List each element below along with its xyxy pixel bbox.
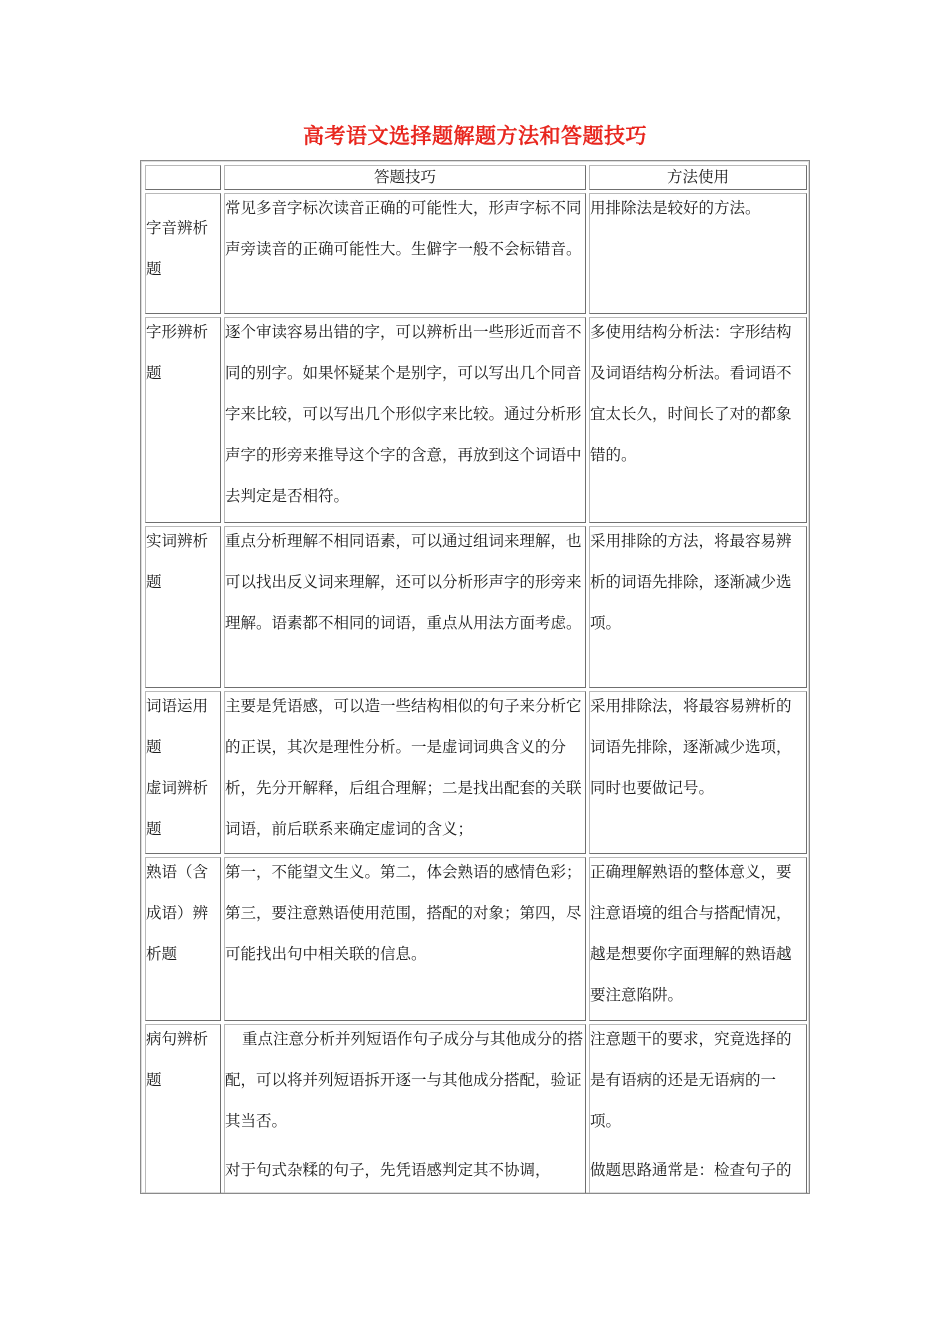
table-row-method	[589, 317, 807, 523]
table-row-category	[145, 526, 221, 688]
document-title: 高考语文选择题解题方法和答题技巧	[303, 123, 647, 148]
table-row-technique	[224, 1024, 586, 1194]
table-row-method	[589, 1024, 807, 1194]
method-text: 采用排除法，将最容易辨析的词语先排除，逐渐减少选项，同时也要做记号。	[590, 697, 792, 797]
category-label: 病句辨析题	[146, 1030, 209, 1089]
table-row-category	[145, 193, 221, 314]
header-cell-blank	[145, 165, 221, 190]
table-row-technique	[224, 193, 586, 314]
category-label: 字音辨析题	[146, 219, 209, 278]
technique-text: 常见多音字标次读音正确的可能性大，形声字标不同声旁读音的正确可能性大。生僻字一般不会标错音。	[225, 199, 582, 258]
method-text: 用排除法是较好的方法。	[590, 199, 761, 217]
table-row-technique	[224, 857, 586, 1021]
category-label: 字形辨析题	[146, 323, 209, 382]
table-row-technique	[224, 526, 586, 688]
technique-text-extra: 对于句式杂糅的句子，先凭语感判定其不协调，	[225, 1161, 551, 1179]
table-row-category	[145, 317, 221, 523]
method-text: 采用排除的方法，将最容易辨析的词语先排除，逐渐减少选项。	[590, 532, 792, 632]
header-cell-method: 方法使用	[589, 165, 807, 190]
technique-text: 第一，不能望文生义。第二，体会熟语的感情色彩；第三，要注意熟语使用范围，搭配的对象；第四，尽可能找出句中相关联的信息。	[225, 863, 582, 963]
table-row-method	[589, 857, 807, 1021]
category-label: 实词辨析题	[146, 532, 209, 591]
method-text: 正确理解熟语的整体意义，要注意语境的组合与搭配情况，越是想要你字面理解的熟语越要注意陷阱。	[590, 863, 792, 1004]
technique-text: 主要是凭语感，可以造一些结构相似的句子来分析它的正误，其次是理性分析。一是虚词词典含义的分析，先分开解释，后组合理解；二是找出配套的关联词语，前后联系来确定虚词的含义；	[225, 697, 582, 838]
strategy-table	[140, 160, 810, 1194]
table-row-category	[145, 691, 221, 854]
method-text: 多使用结构分析法：字形结构及词语结构分析法。看词语不宜太长久，时间长了对的都象错的。	[590, 323, 792, 464]
table-row-technique	[224, 691, 586, 854]
table-row-method	[589, 691, 807, 854]
method-text: 注意题干的要求，究竟选择的是有语病的还是无语病的一项。	[590, 1030, 792, 1130]
header-cell-technique: 答题技巧	[224, 165, 586, 190]
table-row-method	[589, 526, 807, 688]
method-text-extra: 做题思路通常是：检查句子的	[590, 1161, 792, 1179]
category-label: 熟语（含成语）辨析题	[146, 863, 209, 963]
category-label: 词语运用题	[146, 697, 209, 756]
category-label-extra: 虚词辨析题	[146, 779, 209, 838]
table-row-category	[145, 1024, 221, 1194]
technique-text: 逐个审读容易出错的字，可以辨析出一些形近而音不同的别字。如果怀疑某个是别字，可以写出几个同音字来比较，可以写出几个形似字来比较。通过分析形声字的形旁来推导这个字的含意，再放到这个词语中去判定是否相符。	[225, 323, 582, 505]
table-row-method	[589, 193, 807, 314]
table-row-category	[145, 857, 221, 1021]
table-row-technique	[224, 317, 586, 523]
technique-text: 重点注意分析并列短语作句子成分与其他成分的搭配，可以将并列短语拆开逐一与其他成分搭配，验证其当否。	[225, 1030, 584, 1130]
technique-text: 重点分析理解不相同语素，可以通过组词来理解，也可以找出反义词来理解，还可以分析形声字的形旁来理解。语素都不相同的词语，重点从用法方面考虑。	[225, 532, 582, 632]
